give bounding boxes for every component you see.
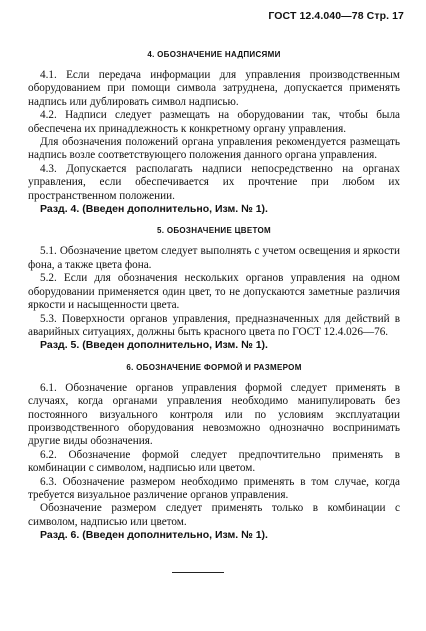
end-rule: [172, 572, 224, 573]
paragraph: 4.1. Если передача информации для управления производственным оборудованием при помощи символа затруднена, допускается применять надпись или дублировать символ надписью.: [28, 69, 400, 108]
section-title: 5. ОБОЗНАЧЕНИЕ ЦВЕТОМ: [157, 226, 271, 236]
amendment-note: Разд. 6. (Введен дополнительно, Изм. № 1).: [40, 529, 268, 542]
paragraph: 6.2. Обозначение формой следует предпочтительно применять в комбинации с символом, надписью или цветом.: [28, 448, 400, 475]
section-title: 4. ОБОЗНАЧЕНИЕ НАДПИСЯМИ: [147, 50, 281, 59]
page-header: ГОСТ 12.4.040—78 Стр. 17: [268, 10, 404, 22]
document-body: [28, 40, 400, 543]
paragraph: 6.3. Обозначение размером необходимо применять в том случае, когда требуется визуальное различение органов управления.: [28, 475, 400, 501]
section-title: 6. ОБОЗНАЧЕНИЕ ФОРМОЙ И РАЗМЕРОМ: [126, 362, 302, 372]
amendment-note: Разд. 5. (Введен дополнительно, Изм. № 1).: [40, 339, 268, 352]
paragraph: 4.2. Надписи следует размещать на оборудовании так, чтобы была обеспечена их принадлежность к конкретному органу управления.: [28, 109, 400, 135]
paragraph: 5.2. Если для обозначения нескольких органов управления на одном оборудовании применяется один цвет, то не допускаются заметные различия яркости и насыщенности цвета.: [28, 272, 400, 312]
paragraph: 5.3. Поверхности органов управления, предназначенных для действий в аварийных ситуациях, должны быть красного цвета по ГОСТ 12.4.026—76.: [28, 312, 400, 338]
amendment-note: Разд. 4. (Введен дополнительно, Изм. № 1).: [40, 203, 268, 216]
paragraph: Обозначение размером следует применять только в комбинации с символом, надписью или цветом.: [28, 502, 400, 528]
paragraph: 5.1. Обозначение цветом следует выполнять с учетом освещения и яркости фона, а также цвета фона.: [28, 245, 400, 271]
paragraph: 6.1. Обозначение органов управления формой следует применять в случаях, когда органами управления необходимо манипулировать без постоянного визуального контроля или по условиям эксплуатации производственного оборудования невозможно однозначно воспринимать другие виды обозначения.: [28, 381, 400, 448]
paragraph: 4.3. Допускается располагать надписи непосредственно на органах управления, если обеспечивается их прочтение при любом их пространственном положении.: [28, 162, 400, 202]
paragraph: Для обозначения положений органа управления рекомендуется размещать надпись возле соответствующего положения данного органа управления.: [28, 136, 400, 162]
